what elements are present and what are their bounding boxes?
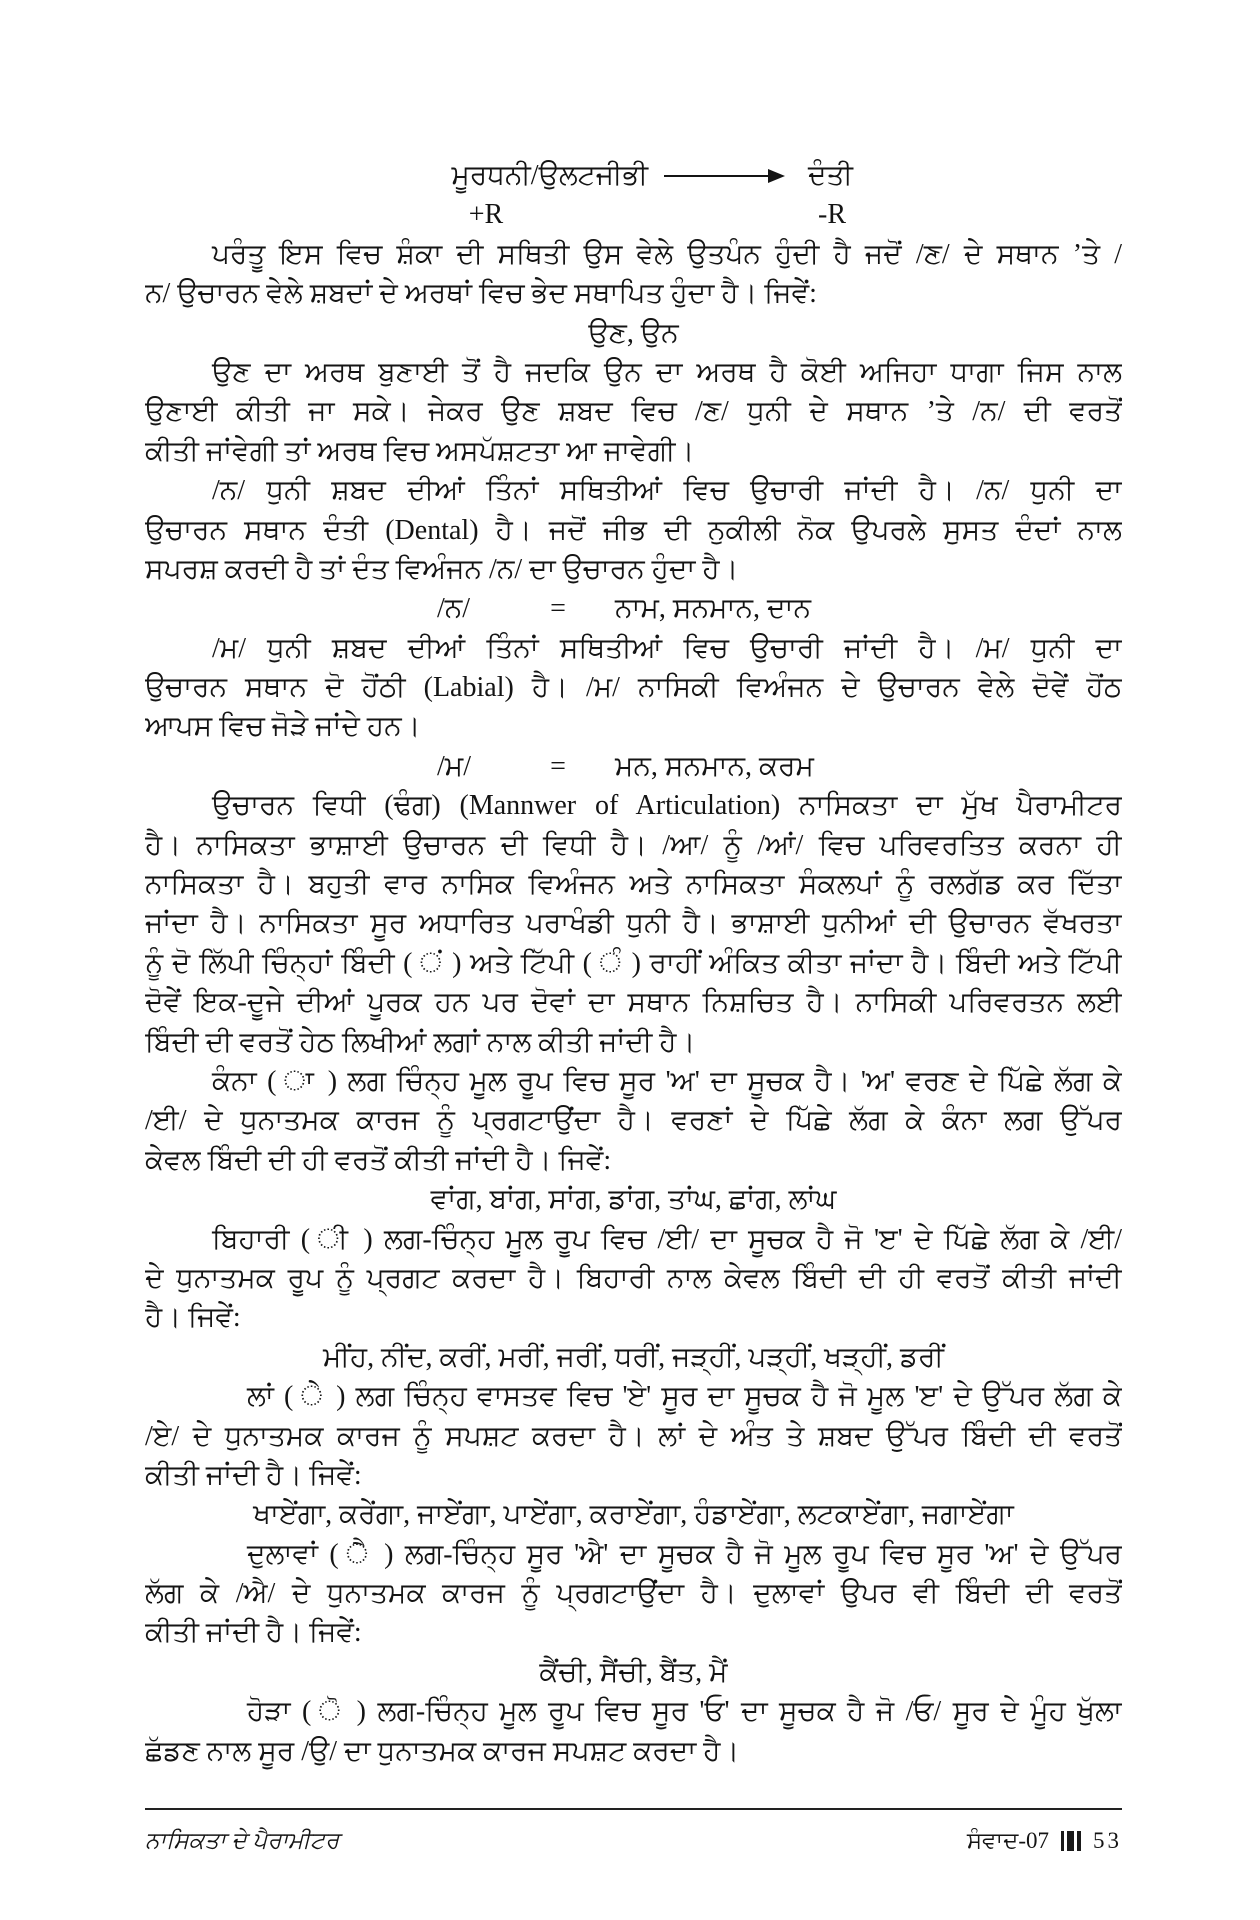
- paragraph-first-line: ਬਿਹਾਰੀ ( ੀ ) ਲਗ-ਚਿੰਨ੍ਹ ਮੂਲ ਰੂਪ ਵਿਚ /ਈ/ ਦਾ ਸੂਚਕ ਹੈ ਜੋ 'ੲ' ਦੇ ਪਿੱਛੇ ਲੱਗ ਕੇ /ਈ/: [212, 1223, 1122, 1255]
- paragraph-last-line: ਕੀਤੀ ਜਾਂਵੇਗੀ ਤਾਂ ਅਰਥ ਵਿਚ ਅਸਪੱਸ਼ਟਤਾ ਆ ਜਾਵੇਗੀ।: [145, 435, 695, 467]
- right-arrow-icon: [664, 156, 785, 195]
- equals-sign: =: [550, 593, 566, 625]
- paragraph-last-line: ਕੀਤੀ ਜਾਂਦੀ ਹੈ। ਜਿਵੇਂ:: [145, 1617, 362, 1649]
- paragraph-line: ਉਚਾਰਨ ਸਥਾਨ ਦੰਤੀ (Dental) ਹੈ। ਜਦੋਂ ਜੀਭ ਦੀ ਨੁਕੀਲੀ ਨੋਕ ਉਪਰਲੇ ਸੁਸਤ ਦੰਦਾਂ ਨਾਲ: [145, 514, 1122, 546]
- paragraph-first-line: ਦੁਲਾਵਾਂ ( ੈ ) ਲਗ-ਚਿੰਨ੍ਹ ਸੂਰ 'ਐ' ਦਾ ਸੂਚਕ ਹੈ ਜੋ ਮੂਲ ਰੂਪ ਵਿਚ ਸੂਰ 'ਅ' ਦੇ ਉੱਪਰ: [247, 1538, 1122, 1570]
- example-line: ਵਾਂਗ, ਬਾਂਗ, ਸਾਂਗ, ਡਾਂਗ, ਤਾਂਘ, ਛਾਂਗ, ਲਾਂਘ: [430, 1184, 837, 1216]
- paragraph-line: ਹੈ। ਨਾਸਿਕਤਾ ਭਾਸ਼ਾਈ ਉਚਾਰਨ ਦੀ ਵਿਧੀ ਹੈ। /ਆ/ ਨੂੰ /ਆਂ/ ਵਿਚ ਪਰਿਵਰਤਿਤ ਕਰਨਾ ਹੀ: [145, 829, 1122, 861]
- paragraph-line: ਜਾਂਦਾ ਹੈ। ਨਾਸਿਕਤਾ ਸੂਰ ਅਧਾਰਿਤ ਪਰਾਖੰਡੀ ਧੁਨੀ ਹੈ। ਭਾਸ਼ਾਈ ਧੁਨੀਆਂ ਦੀ ਉਚਾਰਨ ਵੱਖਰਤਾ: [145, 908, 1122, 940]
- paragraph-line: ਨਾਸਿਕਤਾ ਹੈ। ਬਹੁਤੀ ਵਾਰ ਨਾਸਿਕ ਵਿਅੰਜਨ ਅਤੇ ਨਾਸਿਕਤਾ ਸੰਕਲਪਾਂ ਨੂੰ ਰਲਗੱਡ ਕਰ ਦਿੱਤਾ: [145, 869, 1122, 901]
- paragraph-line: ਦੇ ਧੁਨਾਤਮਕ ਰੂਪ ਨੂੰ ਪ੍ਰਗਟ ਕਰਦਾ ਹੈ। ਬਿਹਾਰੀ ਨਾਲ ਕੇਵਲ ਬਿੰਦੀ ਦੀ ਹੀ ਵਰਤੋਂ ਕੀਤੀ ਜਾਂਦੀ: [145, 1262, 1122, 1294]
- equation-words: ਮਨ, ਸਨਮਾਨ, ਕਰਮ: [615, 750, 814, 782]
- paragraph-first-line: ਲਾਂ ( ੇ ) ਲਗ ਚਿੰਨ੍ਹ ਵਾਸਤਵ ਵਿਚ 'ਏ' ਸੂਰ ਦਾ ਸੂਚਕ ਹੈ ਜੋ ਮੂਲ 'ੲ' ਦੇ ਉੱਪਰ ਲੱਗ ਕੇ: [247, 1381, 1122, 1413]
- paragraph-first-line: /ਮ/ ਧੁਨੀ ਸ਼ਬਦ ਦੀਆਂ ਤਿੰਨਾਂ ਸਥਿਤੀਆਂ ਵਿਚ ਉਚਾਰੀ ਜਾਂਦੀ ਹੈ। /ਮ/ ਧੁਨੀ ਦਾ: [212, 632, 1122, 664]
- journal-page-info: [967, 1826, 1122, 1856]
- paragraph-line: ਉਣਾਈ ਕੀਤੀ ਜਾ ਸਕੇ। ਜੇਕਰ ਉਣ ਸ਼ਬਦ ਵਿਚ /ਣ/ ਧੁਨੀ ਦੇ ਸਥਾਨ ’ਤੇ /ਨ/ ਦੀ ਵਰਤੋਂ: [145, 396, 1122, 428]
- paragraph-first-line: ਉਣ ਦਾ ਅਰਥ ਬੁਣਾਈ ਤੋਂ ਹੈ ਜਦਕਿ ਉਨ ਦਾ ਅਰਥ ਹੈ ਕੋਈ ਅਜਿਹਾ ਧਾਗਾ ਜਿਸ ਨਾਲ: [212, 356, 1122, 388]
- equation-words: ਨਾਮ, ਸਨਮਾਨ, ਦਾਨ: [615, 593, 812, 625]
- minus-r-feature: -R: [818, 199, 846, 231]
- example-line: ਉਣ, ਉਨ: [588, 317, 679, 349]
- paragraph-last-line: ਬਿੰਦੀ ਦੀ ਵਰਤੋਂ ਹੇਠ ਲਿਖੀਆਂ ਲਗਾਂ ਨਾਲ ਕੀਤੀ ਜਾਂਦੀ ਹੈ।: [145, 1026, 696, 1058]
- equation-line: [145, 589, 1122, 628]
- paragraph-line: /ਈ/ ਦੇ ਧੁਨਾਤਮਕ ਕਾਰਜ ਨੂੰ ਪ੍ਰਗਟਾਉਂਦਾ ਹੈ। ਵਰਣਾਂ ਦੇ ਪਿੱਛੇ ਲੱਗ ਕੇ ਕੰਨਾ ਲਗ ਉੱਪਰ: [145, 1105, 1122, 1137]
- running-title: ਨਾਸਿਕਤਾ ਦੇ ਪੈਰਾਮੀਟਰ: [145, 1828, 340, 1853]
- paragraph-last-line: ਆਪਸ ਵਿਚ ਜੋੜੇ ਜਾਂਦੇ ਹਨ।: [145, 711, 421, 743]
- paragraph-first-line: ਪਰੰਤੂ ਇਸ ਵਿਚ ਸ਼ੰਕਾ ਦੀ ਸਥਿਤੀ ਉਸ ਵੇਲੇ ਉਤਪੰਨ ਹੁੰਦੀ ਹੈ ਜਦੋਂ /ਣ/ ਦੇ ਸਥਾਨ ’ਤੇ /: [212, 238, 1122, 270]
- feature-row: [145, 195, 1122, 234]
- vertical-bars-icon: [1061, 1826, 1081, 1856]
- equation-phoneme: /ਮ/: [437, 750, 471, 782]
- page-body: [145, 156, 1122, 1771]
- paragraph-last-line: ਨ/ ਉਚਾਰਨ ਵੇਲੇ ਸ਼ਬਦਾਂ ਦੇ ਅਰਥਾਂ ਵਿਚ ਭੇਦ ਸਥਾਪਿਤ ਹੁੰਦਾ ਹੈ। ਜਿਵੇਂ:: [145, 278, 817, 310]
- paragraph-line: ਨੂੰ ਦੋ ਲਿੱਪੀ ਚਿੰਨ੍ਹਾਂ ਬਿੰਦੀ ( ਂ ) ਅਤੇ ਟਿੱਪੀ ( ੰ ) ਰਾਹੀਂ ਅੰਕਿਤ ਕੀਤਾ ਜਾਂਦਾ ਹੈ। ਬਿੰਦੀ ਅਤੇ ਟਿੱਪੀ: [145, 947, 1122, 979]
- equation-line: [145, 747, 1122, 786]
- retroflex-label: ਮੂਰਧਨੀ/ਉਲਟਜੀਭੀ: [451, 160, 648, 191]
- paragraph-line: ਲੱਗ ਕੇ /ਐ/ ਦੇ ਧੁਨਾਤਮਕ ਕਾਰਜ ਨੂੰ ਪ੍ਰਗਟਾਉਂਦਾ ਹੈ। ਦੁਲਾਵਾਂ ਉਪਰ ਵੀ ਬਿੰਦੀ ਦੀ ਵਰਤੋਂ: [145, 1578, 1122, 1610]
- equation-phoneme: /ਨ/: [437, 593, 471, 625]
- arrow-diagram: [145, 156, 1122, 195]
- plus-r-feature: +R: [468, 199, 504, 231]
- page-number: 53: [1093, 1828, 1122, 1853]
- paragraph-line: ਉਚਾਰਨ ਸਥਾਨ ਦੋ ਹੋਂਠੀ (Labial) ਹੈ। /ਮ/ ਨਾਸਿਕੀ ਵਿਅੰਜਨ ਦੇ ਉਚਾਰਨ ਵੇਲੇ ਦੋਵੇਂ ਹੋਂਠ: [145, 672, 1122, 704]
- paragraph-first-line: ਹੋੜਾ ( ੋ ) ਲਗ-ਚਿੰਨ੍ਹ ਮੂਲ ਰੂਪ ਵਿਚ ਸੂਰ 'ਓ' ਦਾ ਸੂਚਕ ਹੈ ਜੋ /ਓ/ ਸੂਰ ਦੇ ਮੂੰਹ ਖੁੱਲਾ: [247, 1696, 1122, 1728]
- paragraph-last-line: ਕੇਵਲ ਬਿੰਦੀ ਦੀ ਹੀ ਵਰਤੋਂ ਕੀਤੀ ਜਾਂਦੀ ਹੈ। ਜਿਵੇਂ:: [145, 1144, 612, 1176]
- paragraph-first-line: /ਨ/ ਧੁਨੀ ਸ਼ਬਦ ਦੀਆਂ ਤਿੰਨਾਂ ਸਥਿਤੀਆਂ ਵਿਚ ਉਚਾਰੀ ਜਾਂਦੀ ਹੈ। /ਨ/ ਧੁਨੀ ਦਾ: [212, 475, 1122, 507]
- paragraph-first-line: ਉਚਾਰਨ ਵਿਧੀ (ਢੰਗ) (Mannwer of Articulation) ਨਾਸਿਕਤਾ ਦਾ ਮੁੱਖ ਪੈਰਾਮੀਟਰ: [212, 790, 1122, 822]
- example-line: ਖਾਏਂਗਾ, ਕਰੇਂਗਾ, ਜਾਏਂਗਾ, ਪਾਏਂਗਾ, ਕਰਾਏਂਗਾ, ਹੰਡਾਏਂਗਾ, ਲਟਕਾਏਂਗਾ, ਜਗਾਏਂਗਾ: [253, 1499, 1014, 1531]
- dental-label: ਦੰਤੀ: [808, 160, 853, 191]
- paragraph-line: /ਏ/ ਦੇ ਧੁਨਾਤਮਕ ਕਾਰਜ ਨੂੰ ਸਪਸ਼ਟ ਕਰਦਾ ਹੈ। ਲਾਂ ਦੇ ਅੰਤ ਤੇ ਸ਼ਬਦ ਉੱਪਰ ਬਿੰਦੀ ਦੀ ਵਰਤੋਂ: [145, 1420, 1122, 1452]
- footer-rule: [145, 1808, 1122, 1810]
- example-line: ਕੈਂਚੀ, ਸੈਂਚੀ, ਬੈਂਤ, ਮੈਂ: [539, 1656, 728, 1688]
- journal-name: ਸੰਵਾਦ-07: [966, 1828, 1049, 1853]
- paragraph-first-line: ਕੰਨਾ ( ਾ ) ਲਗ ਚਿੰਨ੍ਹ ਮੂਲ ਰੂਪ ਵਿਚ ਸੂਰ 'ਅ' ਦਾ ਸੂਚਕ ਹੈ। 'ਅ' ਵਰਣ ਦੇ ਪਿੱਛੇ ਲੱਗ ਕੇ: [212, 1065, 1122, 1097]
- paragraph-last-line: ਕੀਤੀ ਜਾਂਦੀ ਹੈ। ਜਿਵੇਂ:: [145, 1459, 362, 1491]
- paragraph-line: ਦੋਵੇਂ ਇਕ-ਦੂਜੇ ਦੀਆਂ ਪੂਰਕ ਹਨ ਪਰ ਦੋਵਾਂ ਦਾ ਸਥਾਨ ਨਿਸ਼ਚਿਤ ਹੈ। ਨਾਸਿਕੀ ਪਰਿਵਰਤਨ ਲਈ: [145, 987, 1122, 1019]
- paragraph-last-line: ਛੱਡਣ ਨਾਲ ਸੂਰ /ਉ/ ਦਾ ਧੁਨਾਤਮਕ ਕਾਰਜ ਸਪਸ਼ਟ ਕਰਦਾ ਹੈ।: [145, 1735, 740, 1767]
- equals-sign: =: [550, 750, 566, 782]
- paragraph-last-line: ਹੈ। ਜਿਵੇਂ:: [145, 1302, 241, 1334]
- paragraph-last-line: ਸਪਰਸ਼ ਕਰਦੀ ਹੈ ਤਾਂ ਦੰਤ ਵਿਅੰਜਨ /ਨ/ ਦਾ ਉਚਾਰਨ ਹੁੰਦਾ ਹੈ।: [145, 553, 739, 585]
- example-line: ਮੀਂਹ, ਨੀਂਦ, ਕਰੀਂ, ਮਰੀਂ, ਜਰੀਂ, ਧਰੀਂ, ਜੜ੍ਹੀਂ, ਪੜ੍ਹੀਂ, ਖੜ੍ਹੀਂ, ਡਰੀਂ: [323, 1341, 944, 1373]
